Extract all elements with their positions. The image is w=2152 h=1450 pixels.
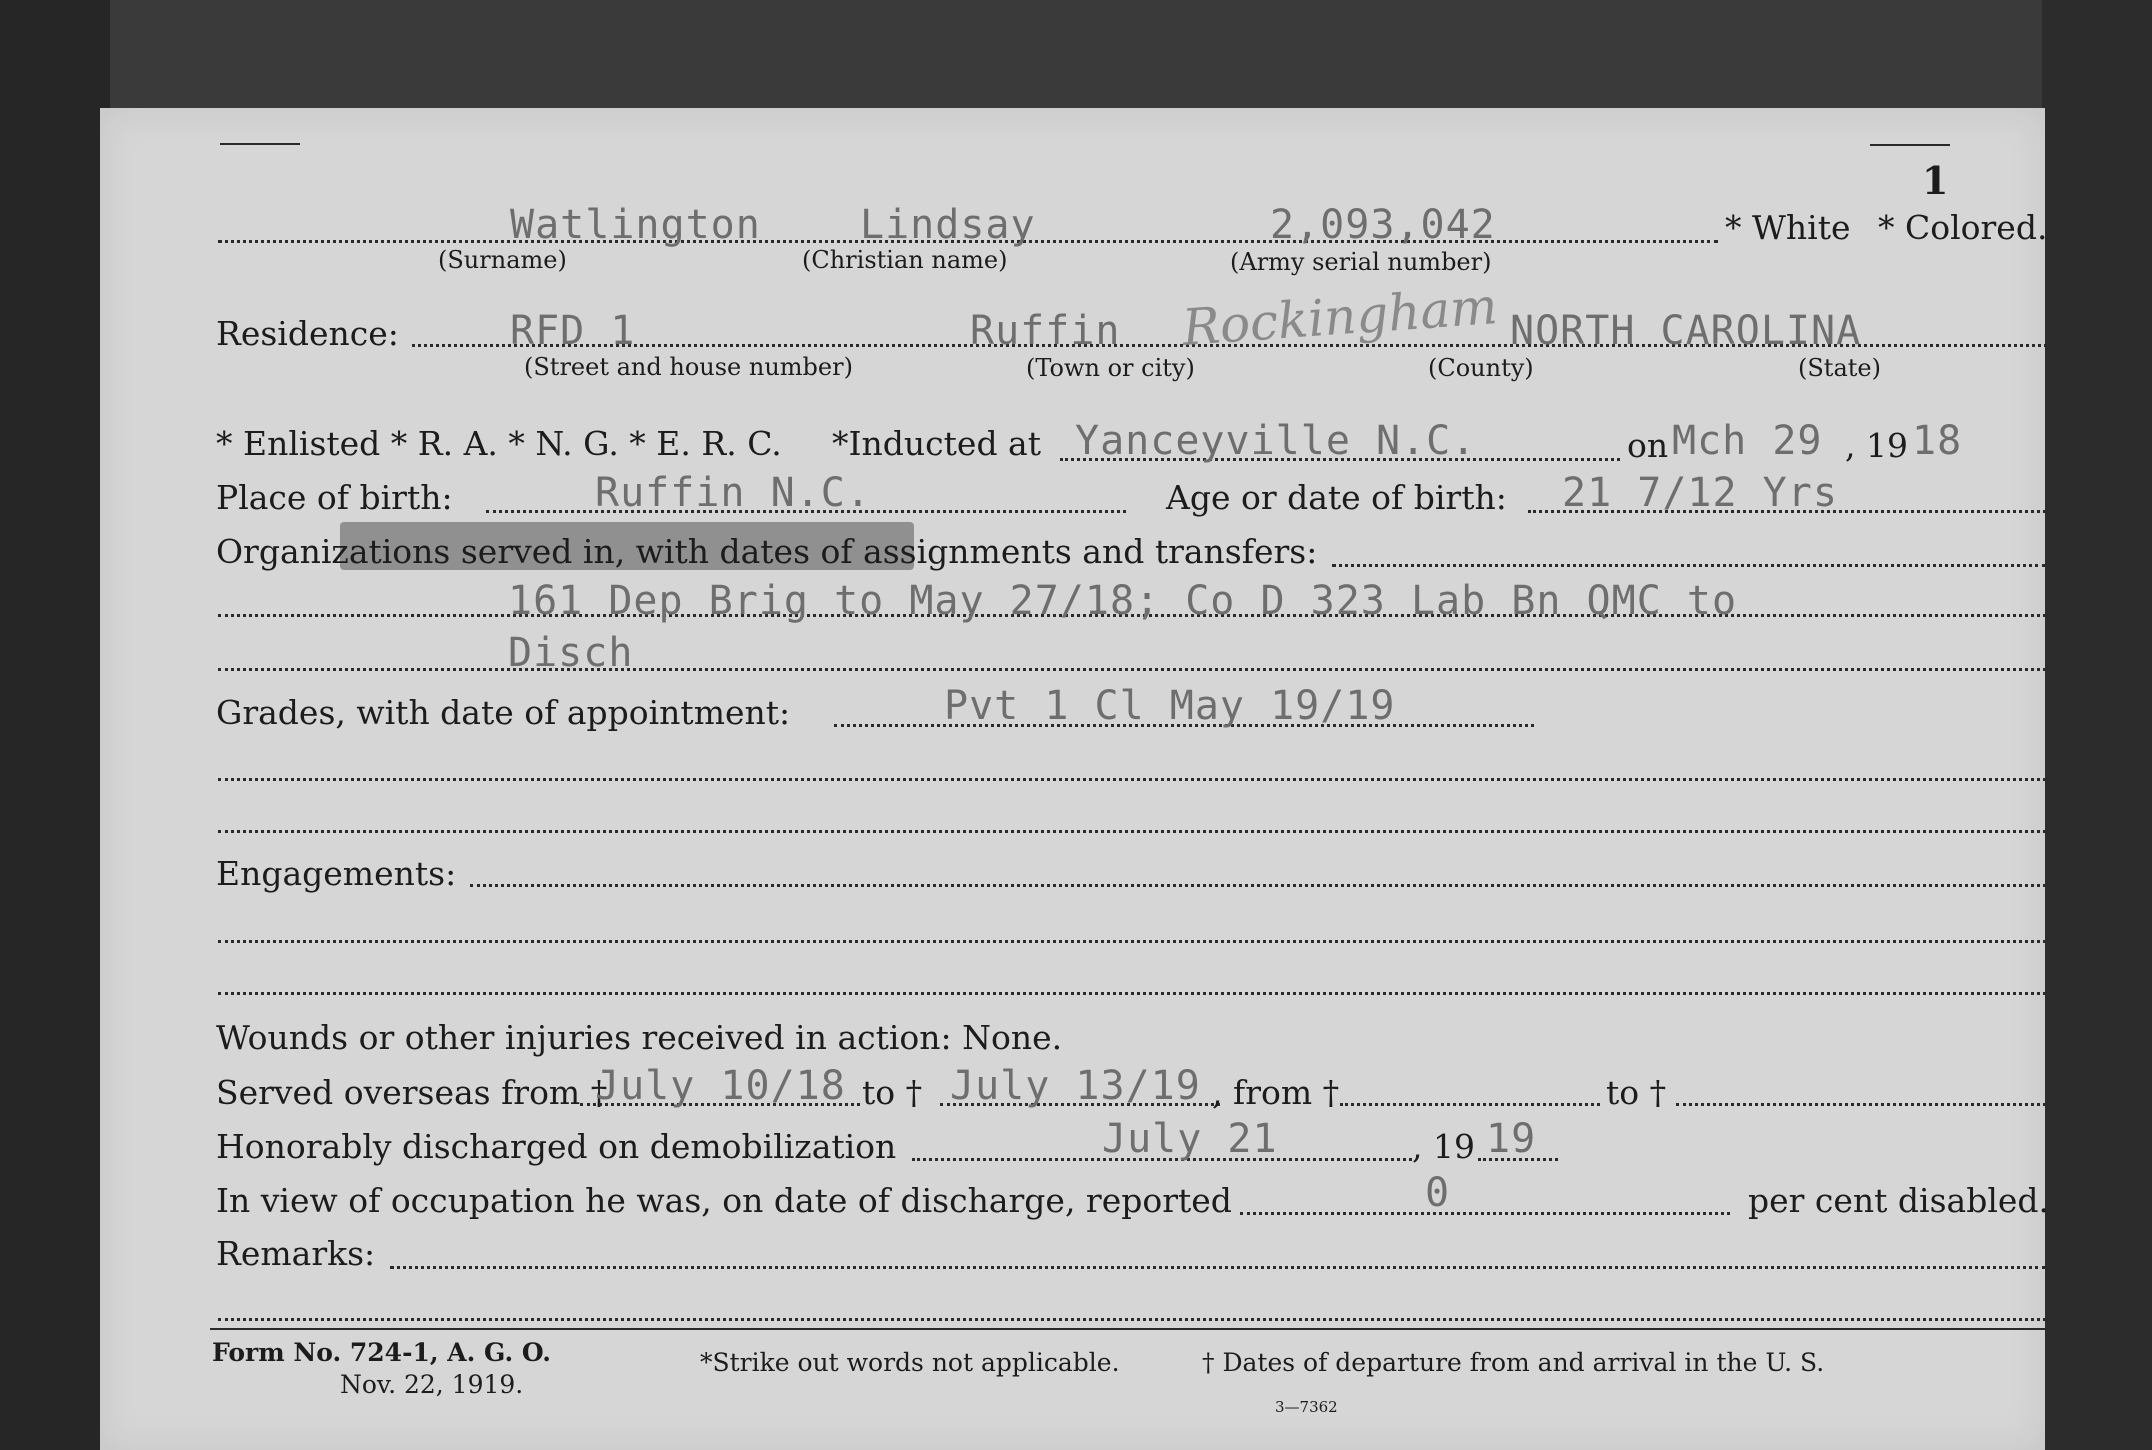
overseas-from2-label: , from † [1212,1073,1340,1112]
corner-rule-left [220,143,300,145]
grade-value: Pvt 1 Cl May 19/19 [944,683,1396,729]
engagements-label: Engagements: [216,854,457,893]
street-value: RFD 1 [510,308,636,354]
overseas-to-label: to † [862,1073,923,1112]
state-caption: (State) [1798,354,1881,382]
overseas-from-value: July 10/18 [595,1063,846,1109]
dates-note: † Dates of departure from and arrival in the U. S. [1202,1348,1825,1377]
engagements-line-1 [470,884,2046,887]
colored-option: * Colored. [1878,208,2048,247]
on-label: on [1627,426,1669,465]
organizations-line-0 [1332,564,2046,567]
disabled-line [1240,1212,1730,1215]
engagements-line-2 [218,940,2046,943]
grades-line-3 [218,830,2046,833]
inducted-at-value: Yanceyville N.C. [1075,418,1477,464]
discharge-date-value: July 21 [1102,1116,1278,1162]
grades-line-2 [218,778,2046,781]
corner-rule-right [1870,144,1950,146]
street-caption: (Street and house number) [524,353,853,381]
overseas-to-value: July 13/19 [950,1063,1201,1109]
overseas-to2-line [1676,1103,2046,1106]
overseas-from2-line [1340,1103,1600,1106]
card-number: 1 [1922,158,1949,203]
overseas-label: Served overseas from † [216,1073,608,1112]
organizations-value-1: 161 Dep Brig to May 27/18; Co D 323 Lab Bn QMC to [508,578,1738,624]
birthplace-value: Ruffin N.C. [595,470,871,516]
white-option: * White [1725,208,1851,247]
discharge-year-prefix: , 19 [1412,1127,1475,1166]
scan-background-right [2042,0,2152,1450]
discharge-year-value: 19 [1486,1116,1537,1162]
scan-background-top [0,0,2152,110]
footer-rule [210,1328,2046,1330]
christian-name-caption: (Christian name) [802,246,1008,274]
scan-background-left [0,0,110,1450]
service-record-card [100,108,2050,1450]
county-handwritten: Rockingham [1180,277,1500,357]
wounds-label: Wounds or other injuries received in action: None. [216,1018,1063,1057]
age-label: Age or date of birth: [1166,478,1507,517]
age-value: 21 7/12 Yrs [1562,470,1838,516]
disabled-percent-value: 0 [1425,1170,1451,1216]
inducted-label: *Inducted at [832,424,1041,463]
surname-caption: (Surname) [438,246,567,274]
remarks-line-2 [218,1318,2046,1321]
organizations-value-2: Disch [508,630,634,676]
inducted-year-value: 18 [1912,418,1963,464]
remarks-line-1 [390,1266,2046,1269]
birthplace-label: Place of birth: [216,478,453,517]
print-code: 3—7362 [1275,1398,1338,1416]
remarks-label: Remarks: [216,1234,376,1273]
engagements-line-3 [218,992,2046,995]
county-caption: (County) [1428,354,1534,382]
occupation-label: In view of occupation he was, on date of discharge, reported [216,1181,1232,1220]
residence-label: Residence: [216,314,399,353]
form-date: Nov. 22, 1919. [340,1370,524,1399]
grades-label: Grades, with date of appointment: [216,693,791,732]
organizations-line-2 [218,668,2046,671]
surname-value: Watlington [510,202,761,248]
organizations-label: Organizations served in, with dates of assignments and transfers: [216,532,1318,571]
state-value: NORTH CAROLINA [1510,308,1862,354]
serial-caption: (Army serial number) [1230,248,1492,276]
disabled-label: per cent disabled. [1748,1181,2050,1220]
enlisted-options: * Enlisted * R. A. * N. G. * E. R. C. [216,424,782,463]
overseas-to2-label: to † [1606,1073,1667,1112]
serial-number-value: 2,093,042 [1270,202,1496,248]
discharged-label: Honorably discharged on demobilization [216,1127,897,1166]
christian-name-value: Lindsay [860,202,1036,248]
town-caption: (Town or city) [1026,354,1195,382]
year-prefix: , 19 [1845,426,1908,465]
form-number: Form No. 724-1, A. G. O. [212,1338,551,1367]
strike-out-note: *Strike out words not applicable. [700,1348,1120,1377]
inducted-date-value: Mch 29 [1672,418,1823,464]
town-value: Ruffin [970,308,1121,354]
